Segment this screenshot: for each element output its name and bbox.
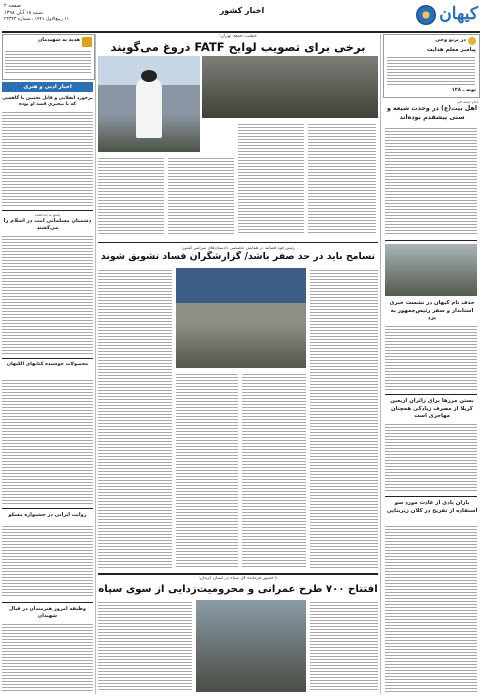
- right-rule-2: [385, 394, 477, 395]
- date-persian: شنبه ۱۸ آبان ۱۳۹۸: [4, 10, 43, 16]
- story1-title: اهل بیت(ع) در وحدت شیعه و سنی پیشقدم بوده‌اند: [386, 105, 478, 121]
- gift-banner-text: [5, 49, 91, 75]
- center-rule-2: [98, 573, 378, 575]
- story4-title: باران یادی از عادت مورد سو استفاده از تفریح در کلان زیربنایی: [386, 500, 478, 514]
- center-rule-1: [98, 242, 378, 243]
- box-heading: پیامبر معلم هدایت: [426, 47, 476, 53]
- top-story-text-col1: [308, 122, 376, 234]
- mid-story-headline: تسامح باید در حد صفر باشد/ گزارشگران فساد تشویق شوند: [100, 251, 376, 262]
- mid-text-col-right: [310, 268, 378, 568]
- top-story-headline: برخی برای تصویب لوایح FATF دروغ می‌گویند: [110, 40, 366, 54]
- left-story1-title: برخورد انقلابی و قاتل تختبین با گاهسی که با بیخبری قصد او بوده: [2, 96, 93, 107]
- mid-text-col-left: [98, 268, 172, 568]
- story2-text: [385, 324, 477, 390]
- masthead: [2, 2, 480, 30]
- bottom-text-col-left: [98, 600, 192, 692]
- top-story: [98, 34, 378, 239]
- bottom-story-kicker: با حضور فرمانده کل سپاه در استان کرمان:: [198, 576, 278, 581]
- logo-emblem: [416, 5, 436, 25]
- top-story-text-col3: [168, 156, 234, 234]
- sepah-photo: [196, 600, 306, 692]
- date-hijri: ۱۱ ربیع‌الاول ۱۴۴۱ ـ شماره ۲۲۳۴۳: [4, 17, 70, 22]
- left-story4-text: [2, 524, 93, 598]
- left-story2-text: [2, 234, 93, 354]
- story3-text: [385, 422, 477, 492]
- story2-photo: [385, 244, 477, 296]
- box-title: در پرتو وحی: [435, 37, 466, 43]
- gift-icon: [82, 37, 92, 47]
- left-story4-title: روایت ایرانی در جشنواره مسکو: [8, 512, 87, 518]
- left-story1-text: [2, 110, 93, 206]
- khatib-turban: [141, 70, 157, 82]
- story2-title: حذف نام کیهان در نشست خبری استاندار و سفر رئیس‌جمهور به یزد: [389, 300, 475, 321]
- left-rule-2: [2, 358, 93, 359]
- left-story3-title: محصولات خوشنده کتابهای الکیهان: [6, 362, 89, 367]
- page-number: صفحه ۲: [4, 3, 21, 9]
- box-footer: توبه ـ ۱۲۸: [451, 87, 476, 93]
- gift-banner: [2, 34, 95, 80]
- mid-text-col-center-a: [176, 372, 238, 568]
- right-column: [383, 34, 480, 694]
- mid-text-col-center-b: [242, 372, 306, 568]
- khatib-photo: [98, 56, 200, 152]
- prayer-crowd-photo: [202, 56, 378, 118]
- right-rule-1: [385, 240, 477, 241]
- top-story-text-col4: [98, 156, 164, 234]
- right-column-divider: [380, 34, 381, 694]
- box-text: [387, 55, 475, 85]
- left-column: [2, 34, 93, 694]
- story3-title: بستن مرزها برای زائران اربعین کربلا از مصرف زیادکی همچنان مهاجری است: [390, 398, 474, 419]
- khatib-figure: [136, 78, 162, 138]
- story1-text: [385, 126, 477, 236]
- story1-kicker: امام جمعه قم:: [456, 100, 478, 104]
- story4-text: [385, 524, 477, 692]
- section-title: اخبار کشور: [219, 6, 265, 15]
- emblem-icon: [468, 37, 476, 45]
- newspaper-logo: کیهان: [439, 4, 478, 24]
- conference-photo: [176, 268, 306, 368]
- right-rule-3: [385, 496, 477, 497]
- left-story2-kicker: پاسخ به یادداشت: [34, 213, 61, 217]
- left-rule-4: [2, 602, 93, 603]
- revelation-box: [383, 34, 480, 98]
- top-story-kicker: خطیب جمعه تهران:: [219, 34, 257, 39]
- bottom-story-headline: افتتاح ۷۰۰ طرح عمرانی و محرومیت‌زدایی از سوی سپاه: [98, 584, 378, 595]
- left-story2-title: دشمنان مسلمانی امت در اسلام را می‌کشند: [3, 218, 92, 231]
- left-story5-title: وظیفه امروز هنرمندان در قبال شهیدان: [9, 606, 86, 619]
- left-rule-1: [2, 210, 93, 211]
- left-story5-text: [2, 622, 93, 692]
- gift-banner-title: هدیه به شهیدمان: [37, 37, 80, 43]
- literary-section-title: اخبار ادبی و هنری: [2, 82, 93, 92]
- left-column-divider: [95, 34, 96, 694]
- top-story-text-col2: [238, 122, 304, 234]
- header-rule: [2, 31, 480, 33]
- left-rule-3: [2, 508, 93, 509]
- left-story3-text: [2, 378, 93, 504]
- mid-story-kicker: رئیس قوه قضائیه در همایش تخصصی دادستان‌های سراسر کشور:: [180, 245, 296, 250]
- bottom-text-col-right: [310, 600, 378, 692]
